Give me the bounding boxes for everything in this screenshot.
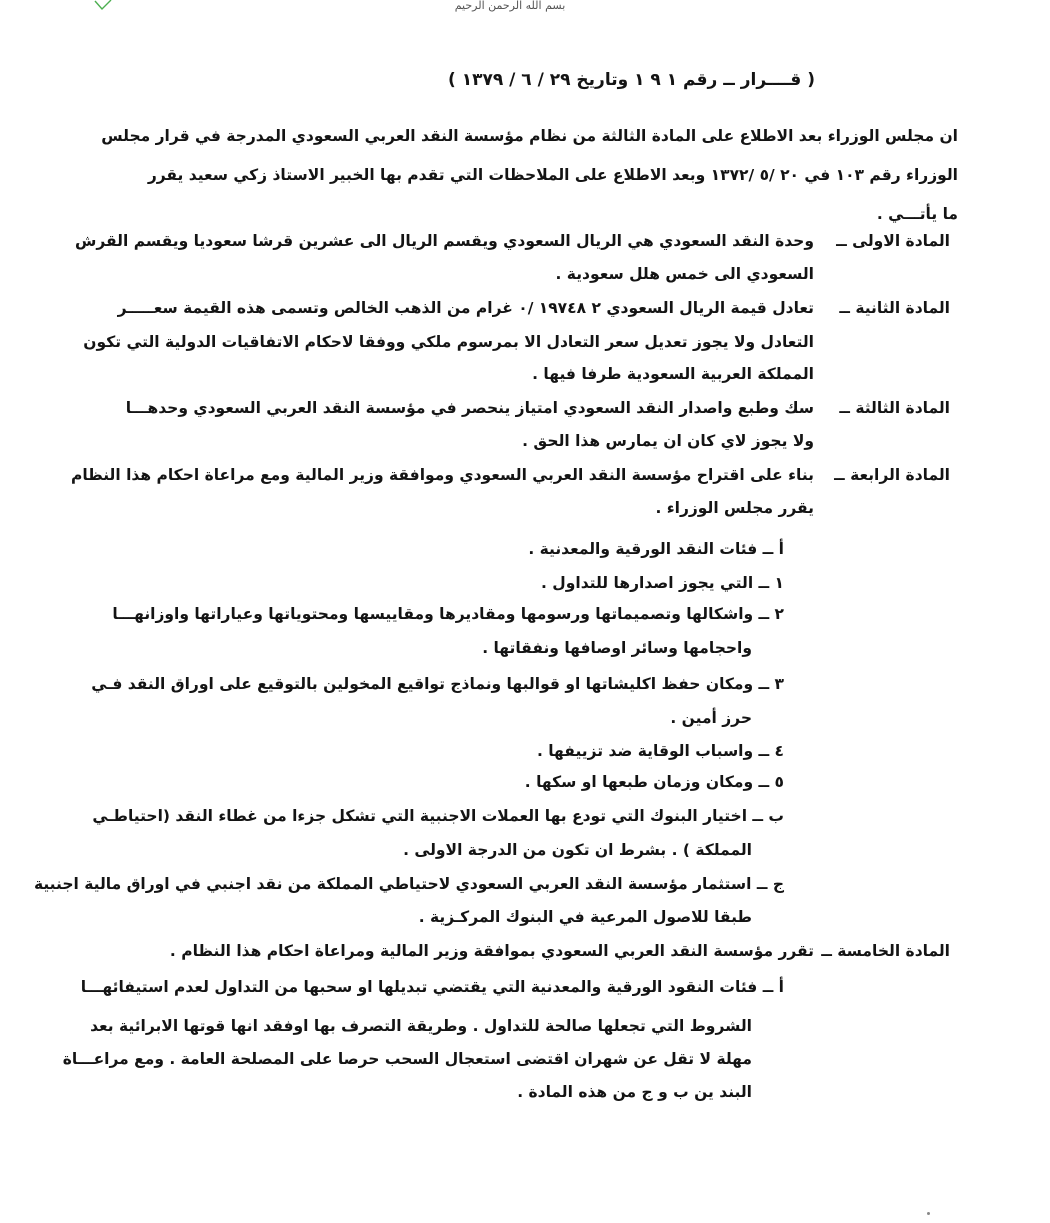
article-4-item-c-cont: طبقا للاصول المرعية في البنوك المركـزية . <box>418 908 752 926</box>
preamble-line-1: ان مجلس الوزراء بعد الاطلاع على المادة الثالثة من نظام مؤسسة النقد العربي السعودي المدرجة في قرار مجلس <box>101 127 958 145</box>
article-5-label: المادة الخامسة ــ <box>821 942 950 960</box>
article-3-line-2: ولا يجوز لاي كان ان يمارس هذا الحق . <box>522 432 814 450</box>
article-2-line-2: التعادل ولا يجوز تعديل سعر التعادل الا بمرسوم ملكي ووفقا لاحكام الاتفاقيات الدولية التي تكون <box>83 333 814 351</box>
article-4-line-1: بناء على اقتراح مؤسسة النقد العربي السعودي وموافقة وزير المالية ومع مراعاة احكام هذا النظام <box>70 466 814 484</box>
article-4-item-4: ٤ ــ واسباب الوقاية ضد تزييفها . <box>536 742 784 760</box>
article-4-label: المادة الرابعة ــ <box>834 466 950 484</box>
article-4-item-b-cont: المملكة ) . بشرط ان تكون من الدرجة الاولى . <box>403 841 752 859</box>
article-5-item-a-cont-1: الشروط التي تجعلها صالحة للتداول . وطريقة التصرف بها اوفقد انها قوتها الابرائية بعد <box>90 1017 752 1035</box>
article-3-line-1: سك وطبع واصدار النقد السعودي امتياز ينحصر في مؤسسة النقد العربي السعودي وحدهـــا <box>125 399 814 417</box>
article-5-item-a-cont-2: مهلة لا تقل عن شهران اقتضى استعجال السحب حرصا على المصلحة العامة . ومع مراعـــاة <box>62 1050 752 1068</box>
article-5-item-a: أ ــ فئات النقود الورقية والمعدنية التي يقتضي تبديلها او سحبها من التداول لعدم استيفائهـــا <box>80 978 784 996</box>
article-4-item-2-cont: واحجامها وسائر اوصافها ونفقاتها . <box>482 639 752 657</box>
article-4-item-c: ج ــ استثمار مؤسسة النقد العربي السعودي لاحتياطي المملكة من نقد اجنبي في اوراق مالية اجنبية <box>33 875 784 893</box>
scan-speck <box>927 1212 930 1215</box>
header-basmala: بسم الله الرحمن الرحيم <box>454 0 566 12</box>
article-4-item-5: ٥ ــ ومكان وزمان طبعها او سكها . <box>524 773 784 791</box>
article-4-item-2: ٢ ــ واشكالها وتصميماتها ورسومها ومقاديرها ومقاييسها ومحتوياتها وعياراتها واوزانهـــا <box>112 605 784 623</box>
preamble-line-3: ما يأتـــي . <box>876 205 958 223</box>
article-4-item-1: ١ ــ التي يجوز اصدارها للتداول . <box>541 574 784 592</box>
article-2-line-1: تعادل قيمة الريال السعودي ٢ ١٩٧٤٨ /٠ غرام من الذهب الخالص وتسمى هذه القيمة سعـــــر <box>117 299 814 317</box>
article-2-line-3: المملكة العربية السعودية طرفا فيها . <box>532 365 814 383</box>
article-4-item-3-cont: حرز أمين . <box>670 709 752 727</box>
preamble-line-2: الوزراء رقم ١٠٣ في ٢٠ /٥ /١٣٧٢ وبعد الاطلاع على الملاحظات التي تقدم بها الخبير الاستاذ زكي سعيد يقرر <box>147 166 958 184</box>
article-1-line-2: السعودي الى خمس هلل سعودية . <box>555 265 814 283</box>
article-2-label: المادة الثانية ــ <box>839 299 950 317</box>
article-4-item-3: ٣ ــ ومكان حفظ اكليشاتها او قوالبها ونماذج تواقيع المخولين بالتوقيع على اوراق النقد فـي <box>91 675 784 693</box>
article-3-label: المادة الثالثة ــ <box>839 399 950 417</box>
article-4-item-a: أ ــ فئات النقد الورقية والمعدنية . <box>528 540 784 558</box>
decision-title: ( قــــرار ــ رقم ۱ ۹ ۱ وتاريخ ۲۹ / ٦ / ١٣٧٩ ) <box>448 70 815 90</box>
article-4-item-b: ب ــ اختيار البنوك التي تودع بها العملات الاجنبية التي تشكل جزءا من غطاء النقد (احتياطـي <box>92 807 784 825</box>
article-4-line-2: يقرر مجلس الوزراء . <box>655 499 814 517</box>
article-5-item-a-cont-3: البند ين ب و ج من هذه المادة . <box>517 1083 752 1101</box>
article-1-label: المادة الاولى ــ <box>836 232 950 250</box>
article-1-line-1: وحدة النقد السعودي هي الريال السعودي ويقسم الريال الى عشرين قرشا سعوديا ويقسم القرش <box>75 232 814 250</box>
article-5-line-1: تقرر مؤسسة النقد العربي السعودي بموافقة وزير المالية ومراعاة احكام هذا النظام . <box>169 942 814 960</box>
corner-mark-icon <box>94 0 112 12</box>
